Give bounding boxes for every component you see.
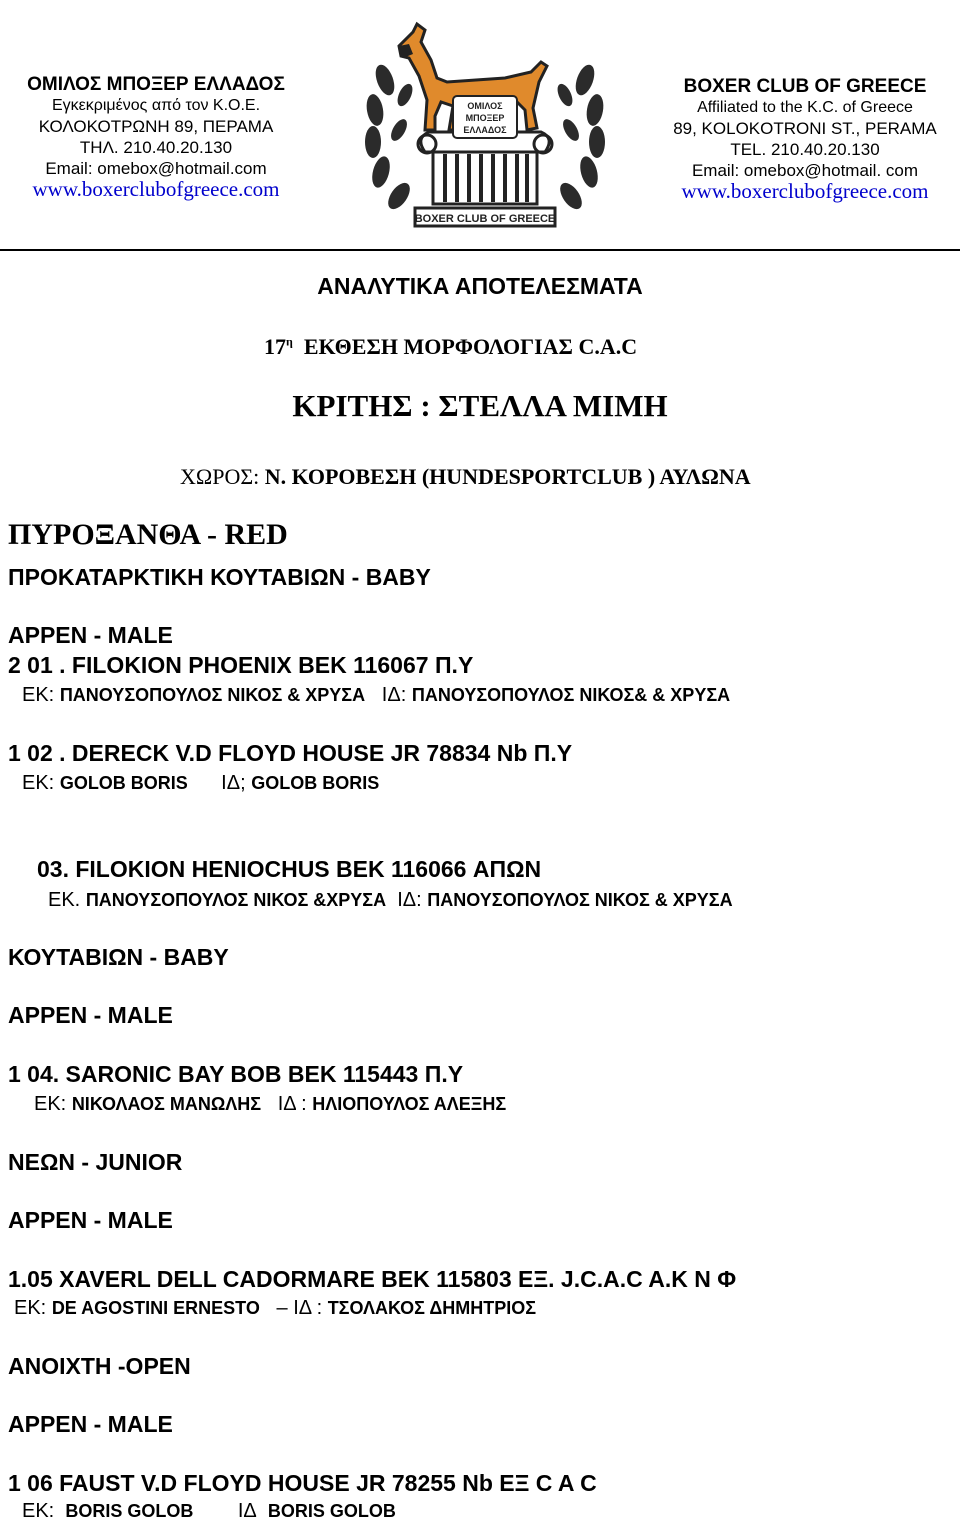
- owner-label: ΙΔ:: [397, 889, 422, 911]
- club-address-greek: ΚΟΛΟΚΟΤΡΩΝΗ 89, ΠΕΡΑΜΑ: [38, 117, 274, 136]
- entry-line: 1 02 . DERECK V.D FLOYD HOUSE JR 78834 Nb Π.Υ: [8, 740, 573, 766]
- class-sex-label: APPEN - MALE: [8, 1207, 173, 1233]
- class-baby-title: ΚΟΥΤΑΒΙΩΝ - BABY: [8, 944, 229, 970]
- boxer-club-logo: [355, 20, 615, 240]
- club-address-english: 89, KOLOKOTRONI ST., PERAMA: [673, 119, 937, 138]
- entry-owner-line: [48, 889, 733, 912]
- breeder-name: GOLOB BORIS: [59, 773, 188, 793]
- owner-name: ΠΑΝΟΥΣΟΠΟΥΛΟΣ ΝΙΚΟΣ & ΧΡΥΣΑ: [427, 890, 733, 910]
- owner-name: ΗΛΙΟΠΟΥΛΟΣ ΑΛΕΞΗΣ: [312, 1094, 507, 1114]
- breeder-name: BORIS GOLOB: [65, 1501, 194, 1521]
- entry-line: 1.05 XAVERL DELL CADORMARE BEK 115803 ΕΞ. J.C.A.C A.K N Φ: [8, 1266, 737, 1292]
- breeder-label: ΕΚ.: [48, 889, 81, 911]
- show-title: [264, 334, 637, 360]
- class-sex-label: APPEN - MALE: [8, 622, 173, 648]
- entry-line: 2 01 . FILOKION PHOENIX BEK 116067 Π.Υ: [8, 652, 474, 678]
- color-group-title: ΠΥΡΟΞΑΝΘΑ - RED: [8, 518, 288, 551]
- breeder-label: ΕΚ:: [14, 1297, 47, 1319]
- owner-name: GOLOB BORIS: [251, 773, 380, 793]
- entry-line: 03. FILOKION HENIOCHUS BEK 116066 ΑΠΩΝ: [37, 856, 542, 882]
- breeder-name: ΠΑΝΟΥΣΟΠΟΥΛΟΣ ΝΙΚΟΣ &ΧΡΥΣΑ: [85, 890, 387, 910]
- class-baby-preliminary-title: ΠΡΟΚΑΤΑΡΚΤΙΚΗ ΚΟΥΤΑΒΙΩΝ - BABY: [8, 564, 431, 590]
- entry-owner-line: [34, 1093, 506, 1116]
- owner-name: BORIS GOLOB: [267, 1501, 396, 1521]
- judge-title: ΚΡΙΤΗΣ : ΣΤΕΛΛΑ ΜΙΜΗ: [292, 388, 668, 423]
- venue-line: [180, 464, 751, 490]
- club-header-english: [650, 76, 960, 202]
- breeder-name: DE AGOSTINI ERNESTO: [51, 1298, 260, 1318]
- header-divider: [0, 249, 960, 251]
- entry-owner-line: [14, 1297, 536, 1320]
- club-website-greek[interactable]: www.boxerclubofgreece.com: [32, 177, 280, 201]
- class-sex-label: APPEN - MALE: [8, 1002, 173, 1028]
- class-open-title: ΑΝΟΙΧΤΗ -OPEN: [8, 1353, 191, 1379]
- owner-label: ΙΔ: [237, 1500, 257, 1522]
- club-title-greek: ΟΜΙΛΟΣ ΜΠΟΞΕΡ ΕΛΛΑΔΟΣ: [27, 74, 285, 95]
- club-phone-greek: ΤΗΛ. 210.40.20.130: [79, 138, 233, 157]
- breeder-label: ΕΚ:: [22, 1500, 55, 1522]
- entry-owner-line: [22, 772, 379, 795]
- club-email-greek[interactable]: Email: omebox@hotmail.com: [45, 159, 267, 178]
- venue-place: Ν. ΚΟΡΟΒΕΣΗ (HUNDESPORTCLUB ) ΑΥΛΩΝΑ: [264, 464, 751, 489]
- logo-badge-line2: ΜΠΟΞΕΡ: [465, 113, 505, 123]
- entry-owner-line: [22, 684, 730, 707]
- club-header-greek: [6, 74, 306, 200]
- club-website-english[interactable]: www.boxerclubofgreece.com: [681, 179, 929, 203]
- show-name: ΕΚΘΕΣΗ ΜΟΡΦΟΛΟΓΙΑΣ C.A.C: [303, 334, 638, 359]
- logo-banner-text: BOXER CLUB OF GREECE: [414, 213, 556, 225]
- breeder-name: ΠΑΝΟΥΣΟΠΟΥΛΟΣ ΝΙΚΟΣ & ΧΡΥΣΑ: [59, 685, 366, 705]
- breeder-label: ΕΚ:: [34, 1093, 67, 1115]
- logo-badge-line3: ΕΛΛΑΔΟΣ: [463, 125, 507, 135]
- results-title: ΑΝΑΛΥΤΙΚΑ ΑΠΟΤΕΛΕΣΜΑΤΑ: [317, 273, 643, 299]
- club-phone-english: TEL. 210.40.20.130: [730, 140, 880, 159]
- show-number: 17: [264, 334, 286, 359]
- logo-badge-line1: ΟΜΙΛΟΣ: [467, 101, 503, 111]
- venue-label: ΧΩΡΟΣ:: [180, 464, 260, 489]
- owner-label: ΙΔ;: [221, 772, 246, 794]
- entry-line: 1 06 FAUST V.D FLOYD HOUSE JR 78255 Nb ΕΞ C A C: [8, 1470, 597, 1496]
- show-number-sup: η: [286, 334, 293, 349]
- club-approval-greek: Εγκεκριμένος από τον Κ.Ο.Ε.: [51, 97, 261, 114]
- class-sex-label: APPEN - MALE: [8, 1411, 173, 1437]
- owner-name: ΤΣΟΛΑΚΟΣ ΔΗΜΗΤΡΙΟΣ: [327, 1298, 537, 1318]
- club-title-english: BOXER CLUB OF GREECE: [683, 76, 927, 97]
- breeder-label: ΕΚ:: [22, 684, 55, 706]
- owner-label: ΙΔ :: [277, 1093, 307, 1115]
- owner-name: ΠΑΝΟΥΣΟΠΟΥΛΟΣ ΝΙΚΟΣ& & ΧΡΥΣΑ: [411, 685, 731, 705]
- entry-line: 1 04. SARONIC BAY BOB BEK 115443 Π.Υ: [8, 1061, 464, 1087]
- club-email-english[interactable]: Email: omebox@hotmail. com: [691, 161, 919, 180]
- owner-label: ΙΔ:: [381, 684, 407, 706]
- owner-label: – ΙΔ :: [276, 1297, 323, 1319]
- breeder-name: ΝΙΚΟΛΑΟΣ ΜΑΝΩΛΗΣ: [71, 1094, 262, 1114]
- breeder-label: ΕΚ:: [22, 772, 55, 794]
- class-junior-title: ΝΕΩΝ - JUNIOR: [8, 1149, 183, 1175]
- club-approval-english: Affiliated to the K.C. of Greece: [697, 99, 913, 116]
- entry-owner-line: [22, 1500, 396, 1523]
